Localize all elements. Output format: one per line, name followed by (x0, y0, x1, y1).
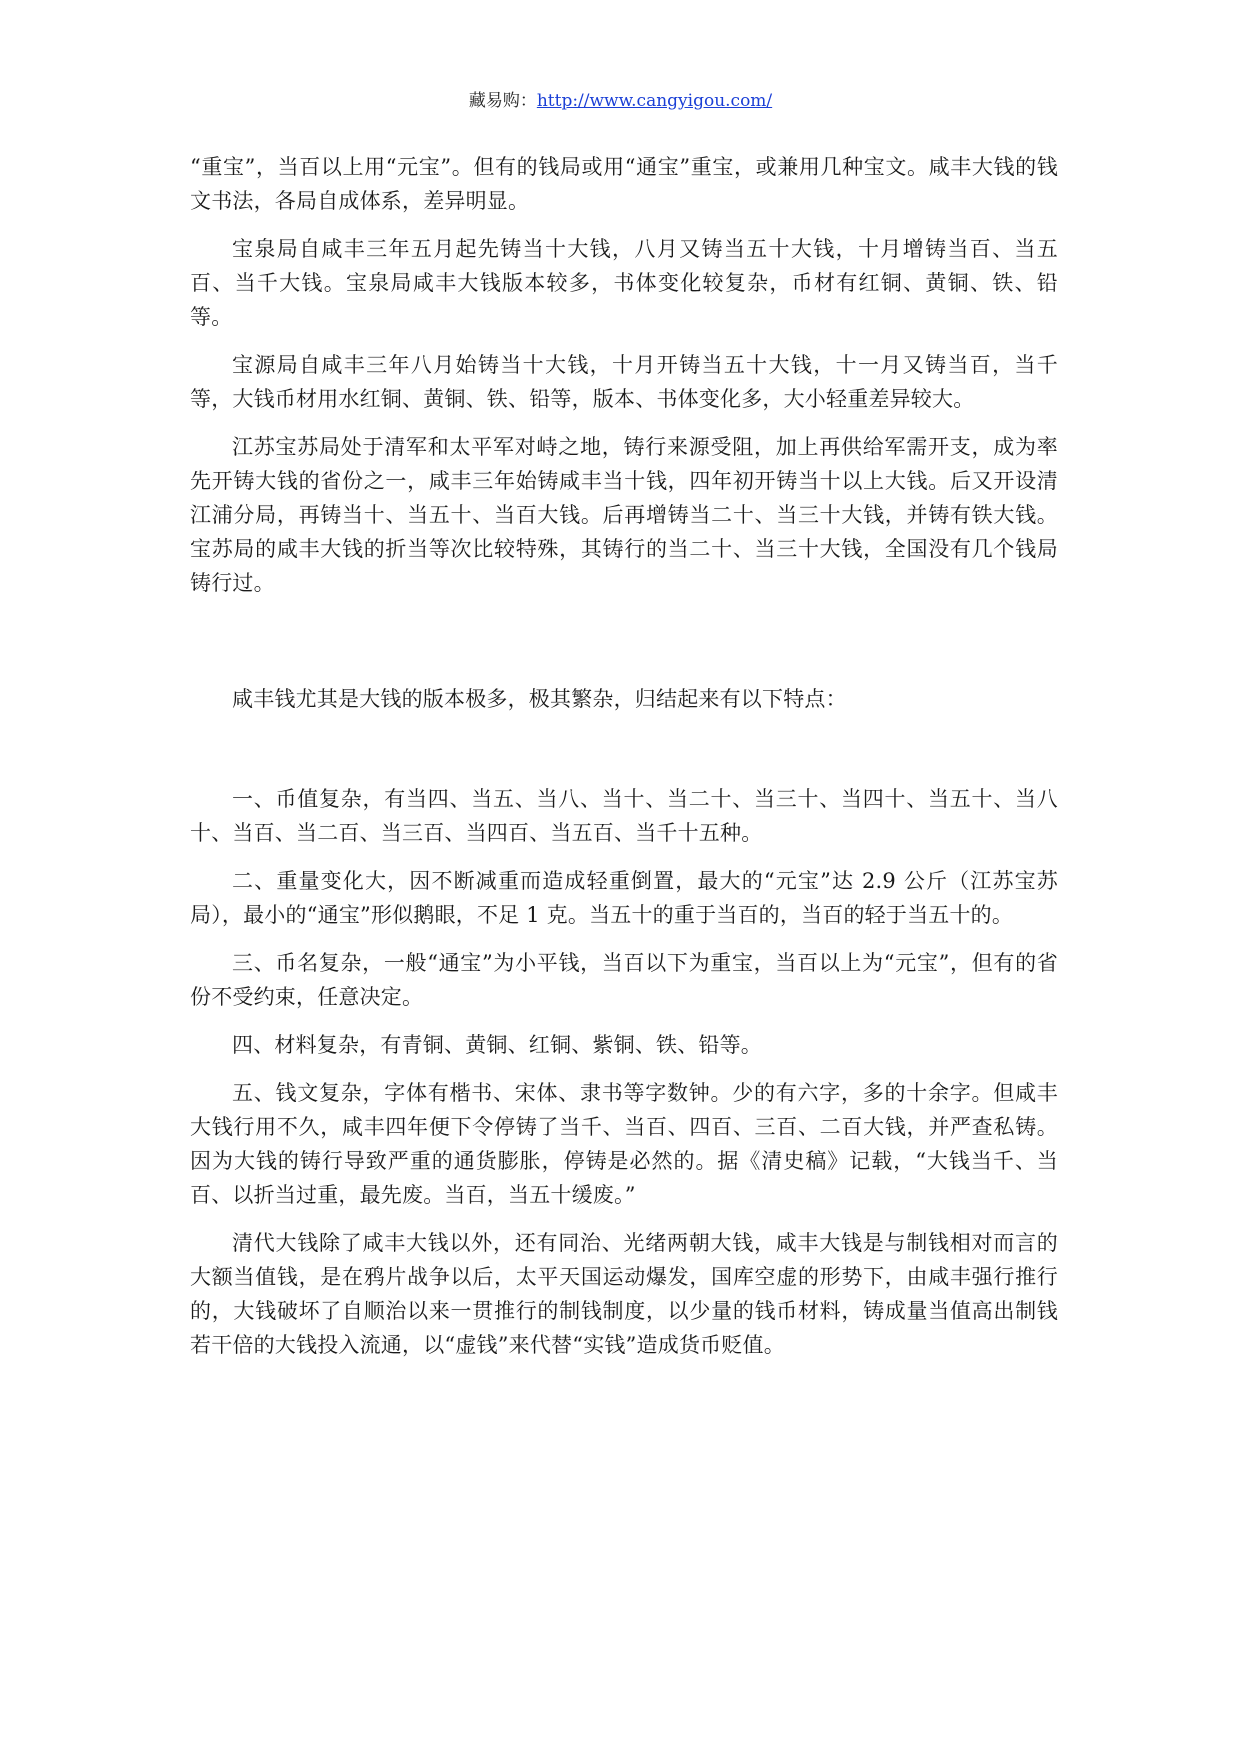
paragraph-jiangsu-baosu: 江苏宝苏局处于清军和太平军对峙之地，铸行来源受阻，加上再供给军需开支，成为率先开铸大钱的省份之一，咸丰三年始铸咸丰当十钱，四年初开铸当十以上大钱。后又开设清江浦分局，再铸当十、当五十、当百大钱。后再增铸当二十、当三十大钱，并铸有铁大钱。宝苏局的咸丰大钱的折当等次比较特殊，其铸行的当二十、当三十大钱，全国没有几个钱局铸行过。 (190, 435, 1058, 595)
spacer (190, 614, 1058, 682)
document-body (190, 150, 1058, 1376)
paragraph-features-intro: 咸丰钱尤其是大钱的版本极多，极其繁杂，归结起来有以下特点： (232, 687, 847, 711)
paragraph-baoyuan: 宝源局自咸丰三年八月始铸当十大钱，十月开铸当五十大钱，十一月又铸当百，当千等，大钱币材用水红铜、黄铜、铁、铅等，版本、书体变化多，大小轻重差异较大。 (190, 353, 1058, 411)
paragraph-feature-1: 一、币值复杂，有当四、当五、当八、当十、当二十、当三十、当四十、当五十、当八十、当百、当二百、当三百、当四百、当五百、当千十五种。 (190, 787, 1058, 845)
paragraph-baoquan: 宝泉局自咸丰三年五月起先铸当十大钱，八月又铸当五十大钱，十月增铸当百、当五百、当千大钱。宝泉局咸丰大钱版本较多，书体变化较复杂，币材有红铜、黄铜、铁、铅等。 (190, 237, 1058, 329)
site-url-link[interactable]: http://www.cangyigou.com/ (536, 91, 773, 111)
paragraph-feature-3: 三、币名复杂，一般“通宝”为小平钱，当百以下为重宝，当百以上为“元宝”，但有的省份不受约束，任意决定。 (190, 951, 1058, 1009)
site-label: 藏易购： (468, 91, 537, 111)
paragraph-feature-4: 四、材料复杂，有青铜、黄铜、红铜、紫铜、铁、铅等。 (232, 1033, 762, 1057)
spacer (190, 730, 1058, 782)
page-header (0, 89, 1241, 113)
paragraph-continuation: “重宝”，当百以上用“元宝”。但有的钱局或用“通宝”重宝，或兼用几种宝文。咸丰大钱的钱文书法，各局自成体系，差异明显。 (190, 155, 1058, 213)
paragraph-feature-5: 五、钱文复杂，字体有楷书、宋体、隶书等字数钟。少的有六字，多的十余字。但咸丰大钱行用不久，咸丰四年便下令停铸了当千、当百、四百、三百、二百大钱，并严查私铸。因为大钱的铸行导致严重的通货膨胀，停铸是必然的。据《清史稿》记载，“大钱当千、当百、以折当过重，最先废。当百，当五十缓废。” (190, 1081, 1058, 1207)
paragraph-feature-2: 二、重量变化大，因不断减重而造成轻重倒置，最大的“元宝”达 2.9 公斤（江苏宝苏局），最小的“通宝”形似鹅眼，不足 1 克。当五十的重于当百的，当百的轻于当五十的。 (190, 869, 1058, 927)
paragraph-conclusion: 清代大钱除了咸丰大钱以外，还有同治、光绪两朝大钱，咸丰大钱是与制钱相对而言的大额当值钱，是在鸦片战争以后，太平天国运动爆发，国库空虚的形势下，由咸丰强行推行的，大钱破坏了自顺治以来一贯推行的制钱制度，以少量的钱币材料，铸成量当值高出制钱若干倍的大钱投入流通，以“虚钱”来代替“实钱”造成货币贬值。 (190, 1231, 1058, 1357)
